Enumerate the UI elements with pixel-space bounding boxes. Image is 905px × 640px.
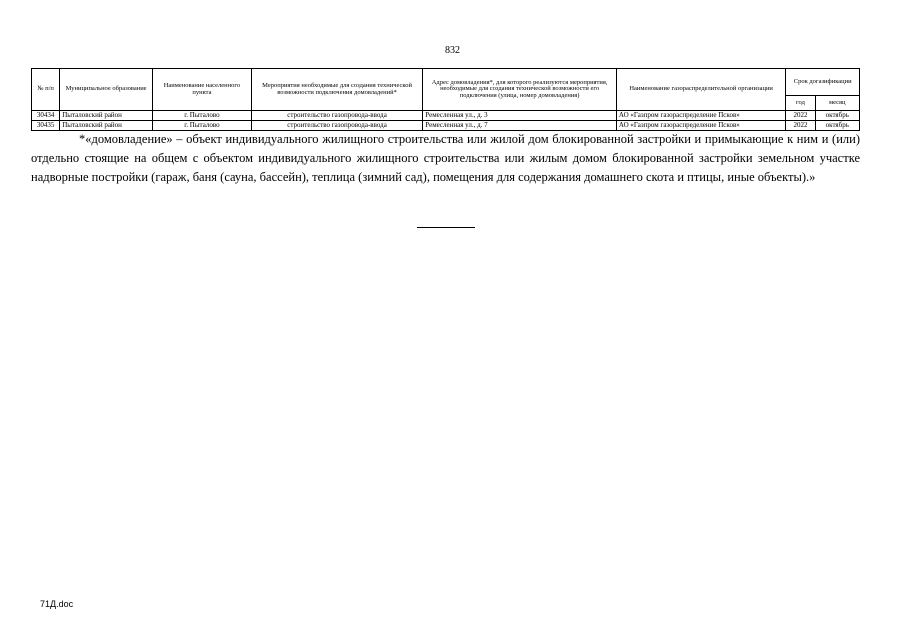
cell-year: 2022	[786, 121, 815, 131]
header-month: месяц	[815, 96, 859, 111]
cell-address: Ремесленная ул., д. 7	[423, 121, 617, 131]
cell-municipality: Пыталовский район	[60, 121, 153, 131]
header-settlement: Наименование населенного пункта	[153, 69, 252, 111]
cell-address: Ремесленная ул., д. 3	[423, 111, 617, 121]
cell-measures: строительство газопровода-ввода	[251, 121, 422, 131]
header-address: Адрес домовладения*, для которого реализуются мероприятия, необходимые для создания технической возможности его подключения (улица, номер домовладения)	[423, 69, 617, 111]
cell-measures: строительство газопровода-ввода	[251, 111, 422, 121]
header-num: № п/п	[32, 69, 60, 111]
cell-num: 30435	[32, 121, 60, 131]
cell-organization: АО «Газпром газораспределение Псков»	[616, 121, 785, 131]
table-row	[32, 121, 860, 131]
cell-municipality: Пыталовский район	[60, 111, 153, 121]
cell-settlement: г. Пыталово	[153, 121, 252, 131]
header-deadline: Срок догазификации	[786, 69, 860, 96]
cell-month: октябрь	[815, 111, 859, 121]
cell-settlement: г. Пыталово	[153, 111, 252, 121]
file-name: 71Д.doc	[40, 599, 74, 609]
cell-year: 2022	[786, 111, 815, 121]
header-municipality: Муниципальное образование	[60, 69, 153, 111]
page-number: 832	[445, 45, 460, 56]
header-year: год	[786, 96, 815, 111]
cell-month: октябрь	[815, 121, 859, 131]
footnote: *«домовладение» – объект индивидуального жилищного строительства или жилой дом блокированной застройки и примыкающие к ним и (или) отдельно стоящие на общем с объектом индивидуального жилищного строительства или жилым домом блокированной застройки земельном участке надворные постройки (гараж, баня (сауна, бассейн), теплица (зимний сад), помещения для содержания домашнего скота и птицы, иные объекты).»	[31, 132, 860, 184]
header-organization: Наименование газораспределительной организации	[616, 69, 785, 111]
cell-num: 30434	[32, 111, 60, 121]
gasification-table	[31, 68, 860, 131]
header-measures: Мероприятия необходимые для создания технической возможности подключения домовладений*	[251, 69, 422, 111]
separator-line	[417, 227, 475, 228]
table-row	[32, 111, 860, 121]
cell-organization: АО «Газпром газораспределение Псков»	[616, 111, 785, 121]
